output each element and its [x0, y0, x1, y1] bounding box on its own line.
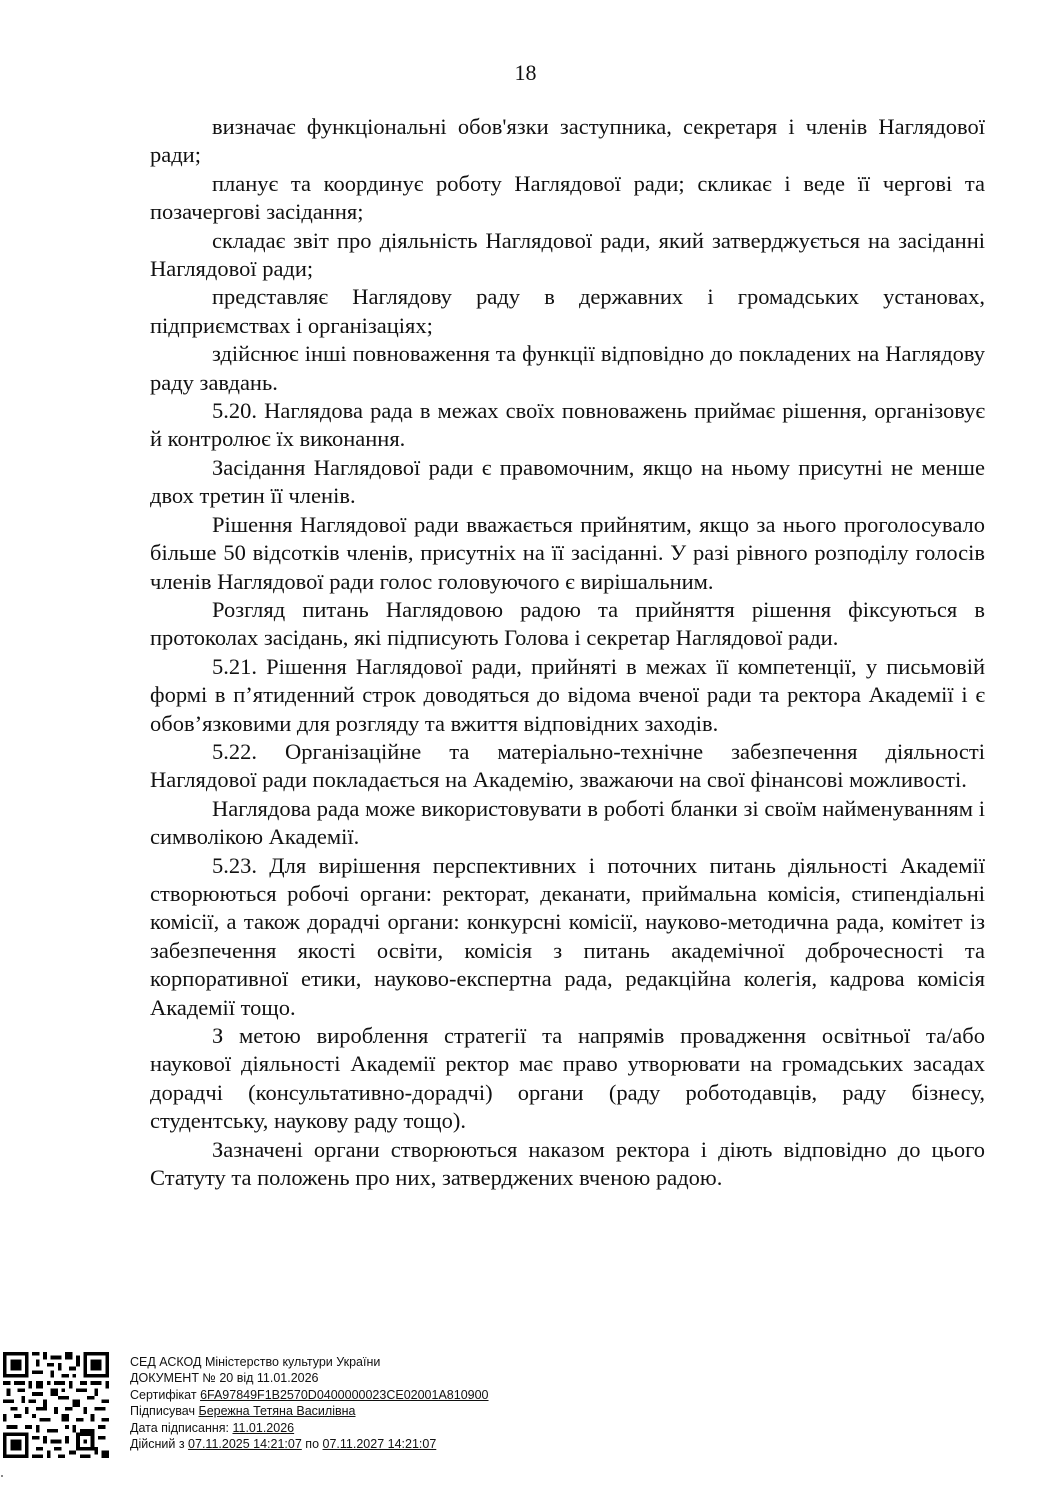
paragraph-5-21: 5.21. Рішення Наглядової ради, прийняті в межах її компетенції, у письмовій формі в п’ятиденний строк доводяться до відома вченої ради та ректора Академії і є обов’язковими для розгляду та вжиття відповідних заходів. [150, 653, 985, 736]
stamp-line-signer [130, 1403, 489, 1419]
system-name: СЕД АСКОД [130, 1355, 202, 1369]
paragraph: планує та координує роботу Наглядової ради; скликає і веде її чергові та позачергові засідання; [150, 170, 985, 225]
signer-value: Бережна Тетяна Василівна [198, 1404, 356, 1419]
document-body [150, 113, 985, 1192]
certificate-value: 6FA97849F1B2570D0400000023CE02001A810900 [200, 1387, 489, 1402]
paragraph: здійснює інші повноваження та функції відповідно до покладених на Наглядову раду завдань. [150, 341, 985, 395]
paragraph: Наглядова рада може використовувати в роботі бланки зі своїм найменуванням і символікою Академії. [150, 795, 985, 850]
valid-to: 07.11.2027 14:21:07 [322, 1437, 437, 1452]
ministry-name: Міністерство культури України [204, 1355, 381, 1369]
stamp-line-document [130, 1370, 489, 1386]
qr-code-icon [3, 1352, 109, 1458]
paragraph-5-20: 5.20. Наглядова рада в межах своїх повноважень приймає рішення, організовує й контролює їх виконання. [150, 398, 985, 452]
paragraph: З метою вироблення стратегії та напрямів провадження освітньої та/або наукової діяльності Академії ректор має право утворювати на громадських засадах дорадчі (консультативно-дорадчі) органи (раду роботодавців, раду бізнесу, студентську, наукову раду тощо). [150, 1023, 985, 1134]
paragraph: Розгляд питань Наглядовою радою та прийняття рішення фіксуються в протоколах засідань, які підписують Голова і секретар Наглядової ради. [150, 596, 985, 651]
sign-date-label: Дата підписання: [130, 1420, 229, 1435]
paragraph: визначає функціональні обов'язки заступника, секретаря і членів Наглядової ради; [150, 114, 985, 168]
stamp-line-certificate [130, 1387, 489, 1403]
sign-date-value: 11.01.2026 [232, 1420, 295, 1435]
valid-label: Дійсний з [130, 1437, 185, 1452]
scan-artifact-dot [1, 1475, 3, 1477]
document-number: ДОКУМЕНТ № 20 від 11.01.2026 [130, 1371, 319, 1386]
valid-to-label: по [305, 1437, 320, 1452]
paragraph: представляє Наглядову раду в державних і громадських установах, підприємствах і організаціях; [150, 284, 985, 338]
e-signature-stamp [130, 1354, 489, 1452]
paragraph: Засідання Наглядової ради є правомочним, якщо на ньому присутні не менше двох третин її членів. [150, 454, 985, 509]
stamp-line-validity [130, 1436, 489, 1452]
paragraph: складає звіт про діяльність Наглядової ради, який затверджується на засіданні Наглядової ради; [150, 227, 985, 282]
paragraph: Зазначені органи створюються наказом ректора і діють відповідно до цього Статуту та положень про них, затверджених вченою радою. [150, 1136, 985, 1191]
page-number: 18 [514, 60, 537, 85]
paragraph-5-22: 5.22. Організаційне та матеріально-технічне забезпечення діяльності Наглядової ради покладається на Академію, зважаючи на свої фінансові можливості. [150, 738, 985, 793]
paragraph: Рішення Наглядової ради вважається прийнятим, якщо за нього проголосувало більше 50 відсотків членів, присутніх на її засіданні. У разі рівного розподілу голосів членів Наглядової ради голос головуючого є вирішальним. [150, 511, 985, 594]
stamp-line-system [130, 1354, 489, 1370]
valid-from: 07.11.2025 14:21:07 [188, 1437, 302, 1452]
stamp-line-sign-date [130, 1420, 489, 1436]
signer-label: Підписувач [130, 1404, 195, 1419]
signature-footer [0, 1348, 600, 1478]
paragraph-5-23: 5.23. Для вирішення перспективних і поточних питань діяльності Академії створюються робочі органи: ректорат, деканати, приймальна комісія, стипендіальні комісії, а також дорадчі органи: конкурсні комісії, науково-методична рада, комітет із забезпечення якості освіти, комісія з питань академічної доброчесності та корпоративної етики, науково-експертна рада, редакційна колегія, кадрова комісія Академії тощо. [150, 852, 985, 1020]
certificate-label: Сертифікат [130, 1387, 197, 1402]
